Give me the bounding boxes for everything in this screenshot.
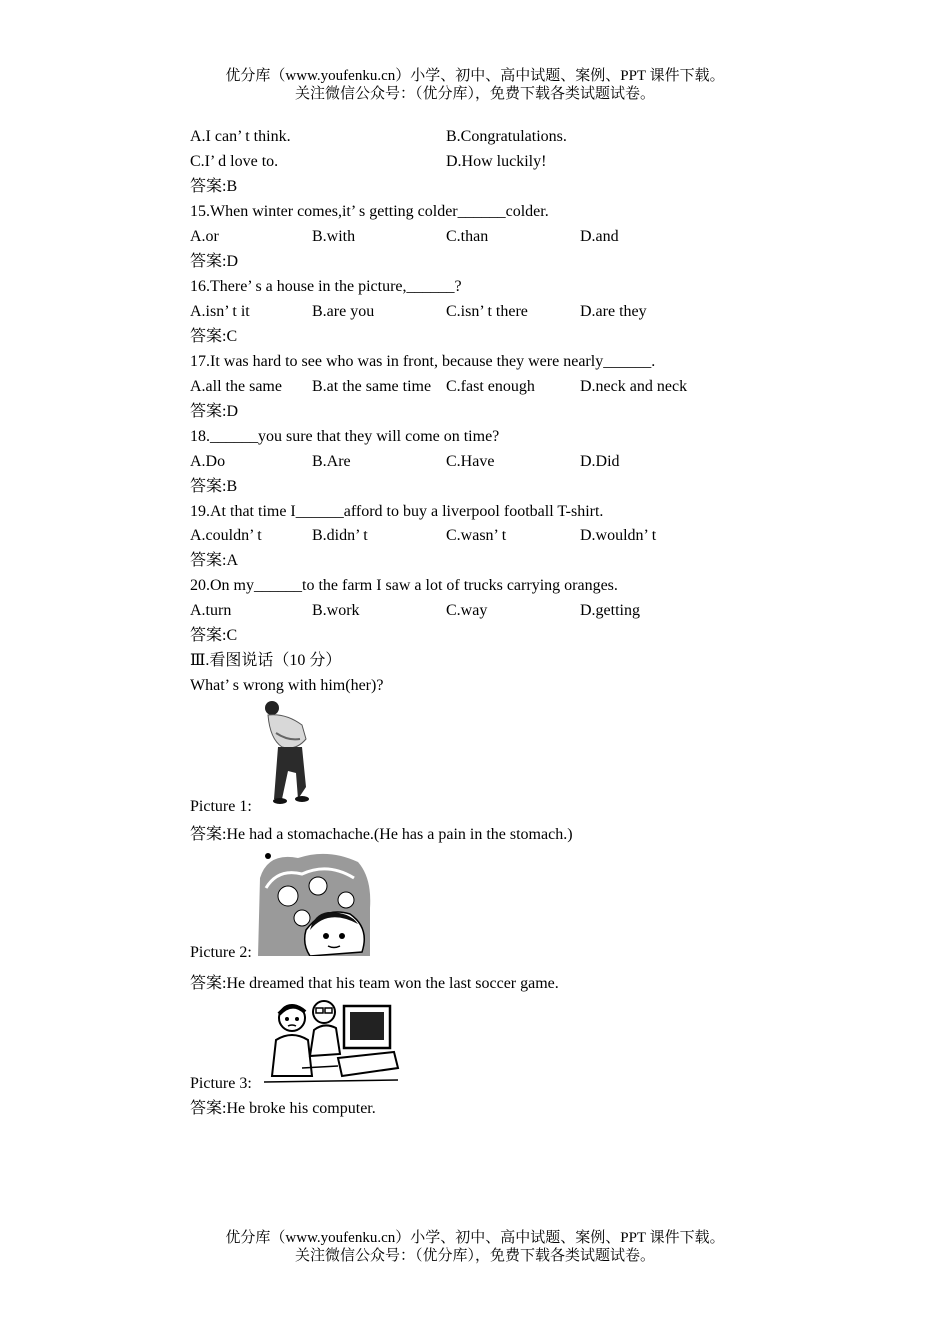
q15-stem: 15.When winter comes,it’ s getting colder______colder. xyxy=(190,203,549,220)
q14-option-d: D.How luckily! xyxy=(446,153,547,170)
q19-option-a: A.couldn’ t xyxy=(190,527,262,544)
picture-2-answer: 答案:He dreamed that his team won the last soccer game. xyxy=(190,975,559,992)
q19-option-d: D.wouldn’ t xyxy=(580,527,657,544)
q16-option-c: C.isn’ t there xyxy=(446,303,528,320)
q18-answer: 答案:B xyxy=(190,478,238,495)
q14-option-a: A.I can’ t think. xyxy=(190,128,291,145)
picture-1-answer: 答案:He had a stomachache.(He has a pain in the stomach.) xyxy=(190,826,573,843)
q16-option-d: D.are they xyxy=(580,303,647,320)
q15-option-b: B.with xyxy=(312,228,356,245)
q17-option-d: D.neck and neck xyxy=(580,378,688,395)
q19-answer: 答案:A xyxy=(190,552,239,569)
q17-option-c: C.fast enough xyxy=(446,378,535,395)
picture-2-label: Picture 2: xyxy=(190,944,252,961)
q20-option-b: B.work xyxy=(312,602,360,619)
picture-2-image xyxy=(258,848,372,956)
q17-answer: 答案:D xyxy=(190,403,239,420)
q18-option-b: B.Are xyxy=(312,453,351,470)
q20-option-d: D.getting xyxy=(580,602,640,619)
picture-3-answer: 答案:He broke his computer. xyxy=(190,1100,376,1117)
footer-line-2: 关注微信公众号：（优分库），免费下载各类试题试卷。 xyxy=(294,1248,655,1264)
q14-option-b: B.Congratulations. xyxy=(446,128,567,145)
q19-option-c: C.wasn’ t xyxy=(446,527,507,544)
q18-option-a: A.Do xyxy=(190,453,226,470)
section-3-title: Ⅲ.看图说话（10 分） xyxy=(190,652,342,669)
header-line-1: 优分库（www.youfenku.cn）小学、初中、高中试题、案例、PPT 课件下载。 xyxy=(225,68,725,84)
q20-answer: 答案:C xyxy=(190,627,238,644)
q16-answer: 答案:C xyxy=(190,328,238,345)
picture-3-image xyxy=(262,996,400,1086)
q14-answer: 答案:B xyxy=(190,178,238,195)
q19-option-b: B.didn’ t xyxy=(312,527,368,544)
q18-stem: 18.______you sure that they will come on time? xyxy=(190,428,500,445)
q16-option-a: A.isn’ t it xyxy=(190,303,250,320)
q17-option-b: B.at the same time xyxy=(312,378,432,395)
footer-line-1: 优分库（www.youfenku.cn）小学、初中、高中试题、案例、PPT 课件下载。 xyxy=(225,1230,725,1246)
q17-stem: 17.It was hard to see who was in front, because they were nearly______. xyxy=(190,353,656,370)
q19-stem: 19.At that time I______afford to buy a liverpool football T-shirt. xyxy=(190,503,604,520)
q15-option-d: D.and xyxy=(580,228,619,245)
q18-option-d: D.Did xyxy=(580,453,620,470)
section-3-prompt: What’ s wrong with him(her)? xyxy=(190,677,384,694)
q14-option-c: C.I’ d love to. xyxy=(190,153,279,170)
q18-option-c: C.Have xyxy=(446,453,495,470)
q15-option-c: C.than xyxy=(446,228,489,245)
q20-stem: 20.On my______to the farm I saw a lot of trucks carrying oranges. xyxy=(190,577,618,594)
q17-option-a: A.all the same xyxy=(190,378,282,395)
picture-1-label: Picture 1: xyxy=(190,798,252,815)
picture-1-image xyxy=(258,699,314,807)
q15-option-a: A.or xyxy=(190,228,219,245)
q15-answer: 答案:D xyxy=(190,253,239,270)
q16-option-b: B.are you xyxy=(312,303,375,320)
q20-option-a: A.turn xyxy=(190,602,232,619)
header-line-2: 关注微信公众号：（优分库），免费下载各类试题试卷。 xyxy=(294,86,655,102)
picture-3-label: Picture 3: xyxy=(190,1075,252,1092)
q16-stem: 16.There’ s a house in the picture,______? xyxy=(190,278,462,295)
q20-option-c: C.way xyxy=(446,602,488,619)
